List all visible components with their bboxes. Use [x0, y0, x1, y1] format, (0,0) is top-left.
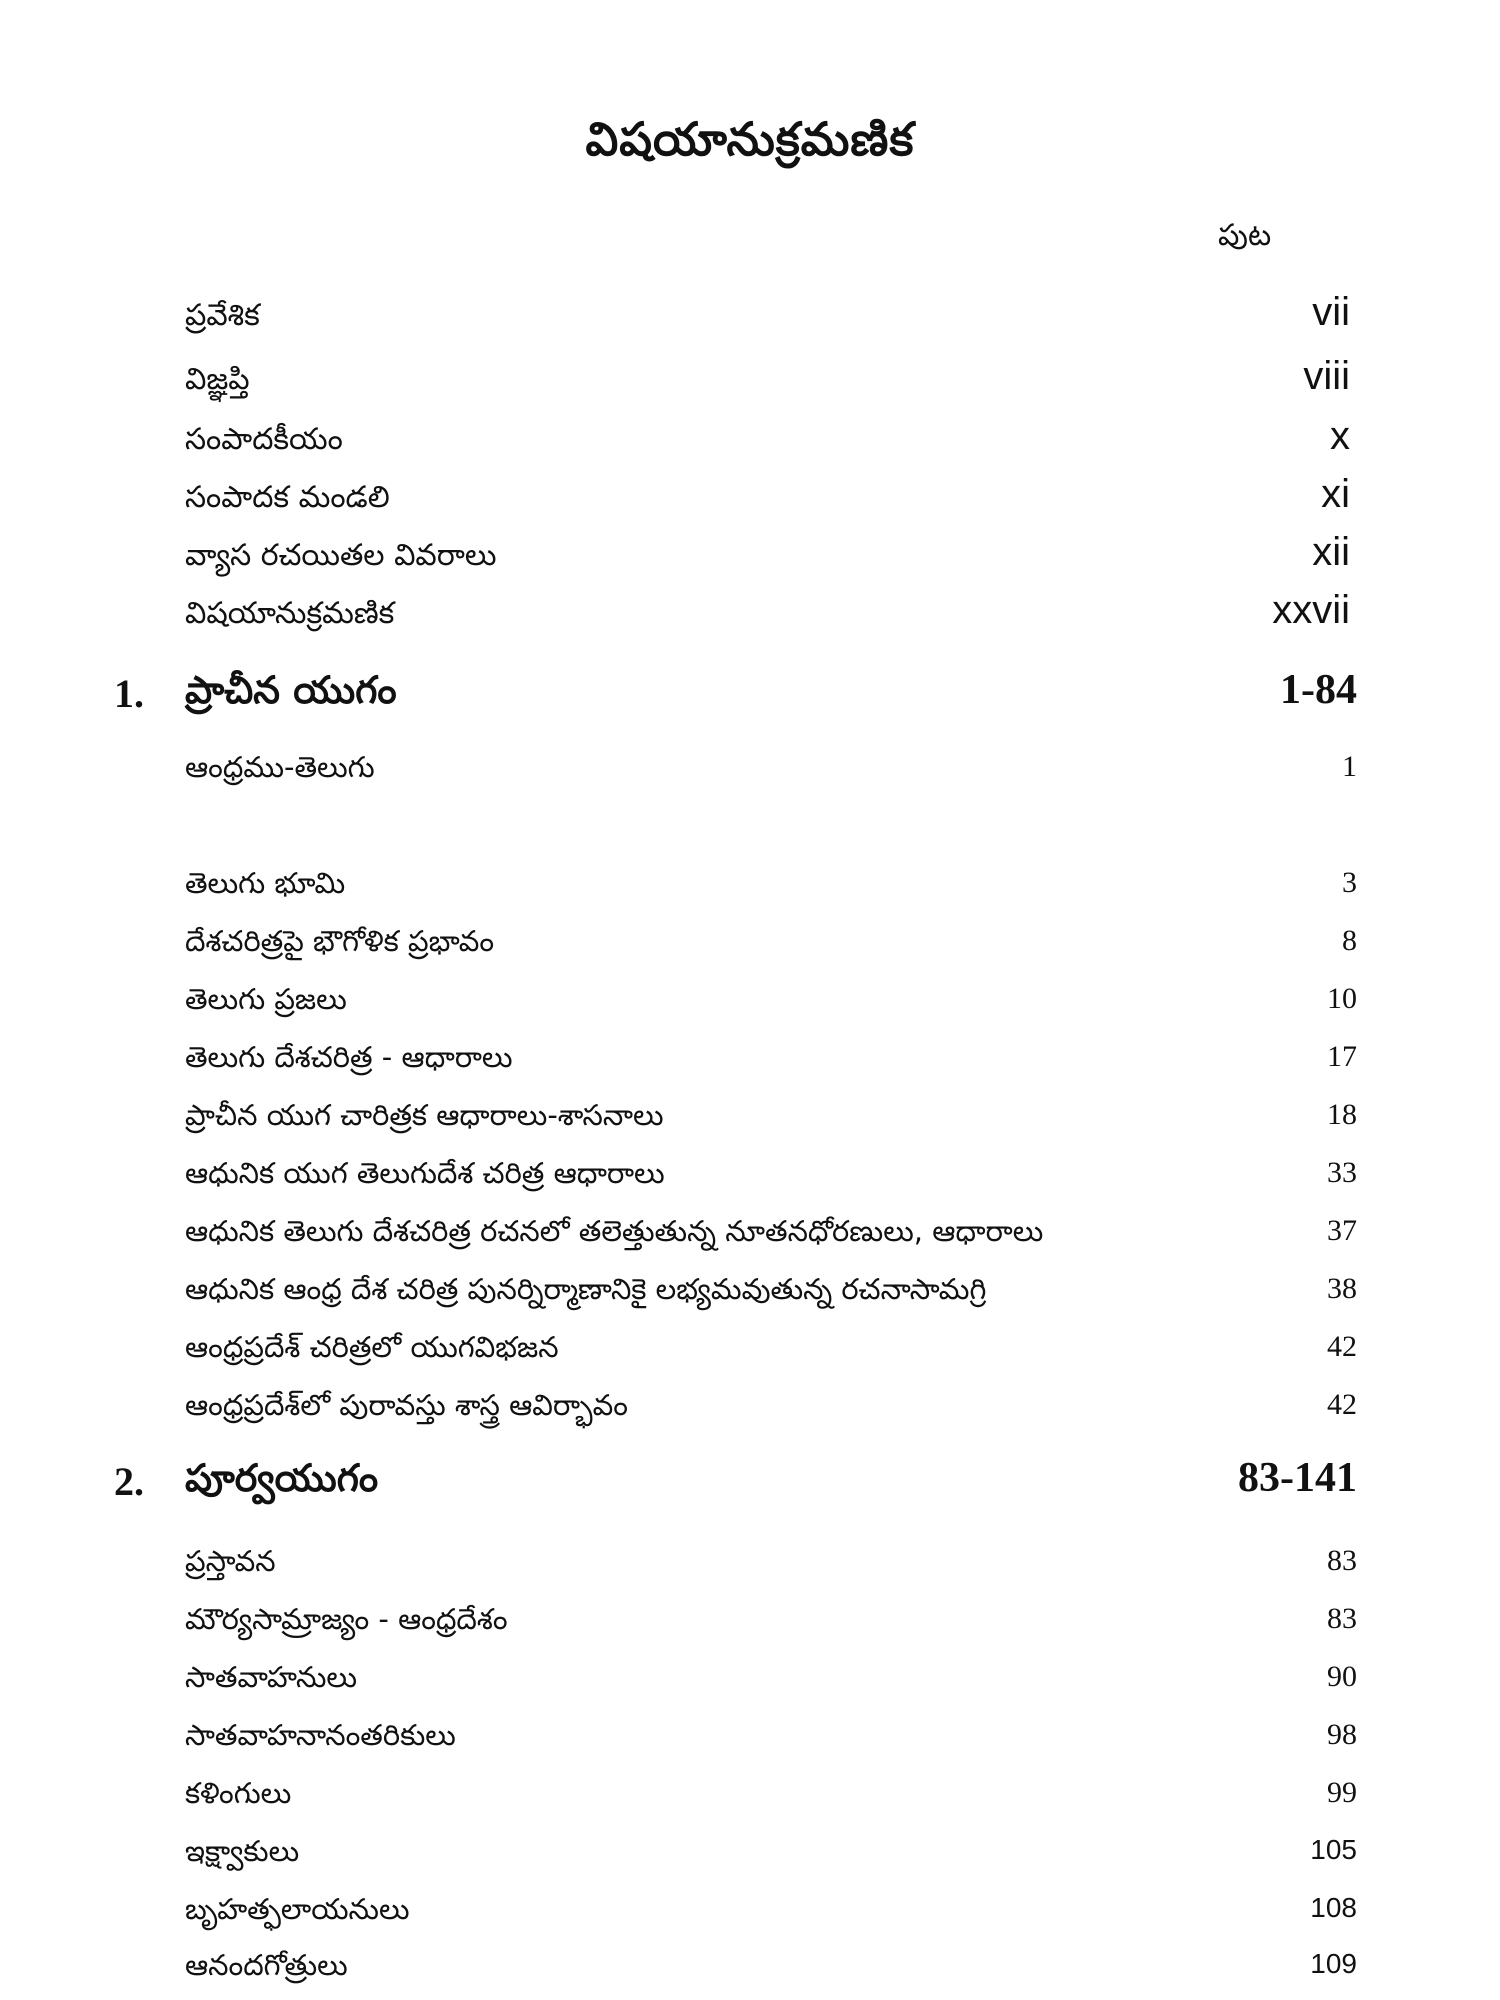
toc-row	[0, 1210, 1500, 1260]
section-title: ప్రాచీన యుగం	[185, 668, 397, 712]
toc-entry-page: 42	[1327, 1388, 1357, 1421]
toc-entry-page: 10	[1327, 982, 1357, 1015]
toc-entry-page: 38	[1327, 1272, 1357, 1305]
toc-entry-page: 33	[1327, 1156, 1357, 1189]
toc-row	[0, 920, 1500, 970]
toc-entry-label: ఆంధ్రప్రదేశ్ చరిత్రలో యుగవిభజన	[185, 1330, 559, 1364]
toc-entry-label: కళింగులు	[185, 1776, 292, 1810]
toc-entry-page: 37	[1327, 1214, 1357, 1247]
toc-row	[0, 1384, 1500, 1434]
toc-entry-label: ప్రస్తావన	[185, 1544, 276, 1578]
toc-entry-page: viii	[1303, 354, 1350, 398]
toc-row	[0, 1772, 1500, 1822]
toc-row	[0, 530, 1500, 586]
toc-entry-page: xii	[1312, 530, 1350, 574]
section-heading	[0, 1456, 1500, 1506]
toc-entry-label: విజ్ఞప్తి	[185, 362, 250, 397]
toc-row	[0, 290, 1500, 346]
toc-entry-page: 3	[1342, 866, 1357, 899]
toc-entry-page: 105	[1310, 1834, 1357, 1865]
toc-row	[0, 414, 1500, 470]
toc-entry-page: xi	[1321, 472, 1350, 516]
toc-row	[0, 1326, 1500, 1376]
toc-row	[0, 1888, 1500, 1938]
toc-entry-label: ఆధునిక యుగ తెలుగుదేశ చరిత్ర ఆధారాలు	[185, 1156, 665, 1190]
section-number: 2.	[114, 1459, 144, 1504]
toc-entry-label: వ్యాస రచయితల వివరాలు	[185, 538, 497, 573]
toc-row	[0, 1268, 1500, 1318]
toc-entry-page: xxvii	[1272, 588, 1350, 632]
toc-row	[0, 354, 1500, 410]
toc-row	[0, 1540, 1500, 1590]
section-pages: 83-141	[1238, 1455, 1357, 1501]
toc-entry-label: తెలుగు ప్రజలు	[185, 982, 347, 1016]
toc-entry-label: ఆధునిక తెలుగు దేశచరిత్ర రచనలో తలెత్తుతున్న నూతనధోరణులు, ఆధారాలు	[185, 1214, 1044, 1248]
toc-row	[0, 1036, 1500, 1086]
toc-entry-label: సాతవాహనులు	[185, 1660, 357, 1694]
toc-entry-label: ప్రాచీన యుగ చారిత్రక ఆధారాలు-శాసనాలు	[185, 1098, 664, 1132]
toc-row	[0, 1944, 1500, 1994]
toc-entry-label: ప్రవేశిక	[185, 298, 260, 333]
toc-row	[0, 978, 1500, 1028]
toc-entry-page: 90	[1327, 1660, 1357, 1693]
toc-entry-page: 42	[1327, 1330, 1357, 1363]
toc-entry-label: మౌర్యసామ్రాజ్యం - ఆంధ్రదేశం	[185, 1602, 508, 1636]
toc-entry-label: తెలుగు దేశచరిత్ర - ఆధారాలు	[185, 1040, 513, 1074]
page-title: విషయానుక్రమణిక	[585, 112, 915, 166]
toc-entry-page: 98	[1327, 1718, 1357, 1751]
toc-entry-label: విషయానుక్రమణిక	[185, 596, 395, 631]
toc-row	[0, 1152, 1500, 1202]
toc-entry-page: 109	[1310, 1948, 1357, 1979]
toc-row	[0, 1830, 1500, 1880]
toc-entry-page: 99	[1327, 1776, 1357, 1809]
toc-entry-label: ఆంధ్రము-తెలుగు	[185, 750, 375, 784]
toc-row	[0, 472, 1500, 528]
toc-row	[0, 1656, 1500, 1706]
toc-entry-label: సాతవాహనానంతరికులు	[185, 1718, 456, 1752]
toc-entry-page: x	[1330, 414, 1350, 458]
section-pages: 1-84	[1280, 667, 1357, 713]
toc-entry-label: దేశచరిత్రపై భౌగోళిక ప్రభావం	[185, 924, 495, 958]
toc-entry-page: 83	[1327, 1544, 1357, 1577]
toc-entry-page: 108	[1310, 1892, 1357, 1923]
toc-row	[0, 588, 1500, 644]
toc-row	[0, 1094, 1500, 1144]
toc-entry-label: ఆంధ్రప్రదేశ్‌లో పురావస్తు శాస్త్ర ఆవిర్భావం	[185, 1388, 628, 1422]
toc-entry-page: vii	[1312, 290, 1350, 334]
toc-entry-page: 18	[1327, 1098, 1357, 1131]
toc-row	[0, 862, 1500, 912]
toc-entry-label: సంపాదక మండలి	[185, 480, 390, 515]
toc-entry-label: ఆధునిక ఆంధ్ర దేశ చరిత్ర పునర్నిర్మాణానికై లభ్యమవుతున్న రచనాసామగ్రి	[185, 1272, 987, 1306]
page-column-label: పుట	[1218, 218, 1272, 253]
section-title: పూర్వయుగం	[185, 1456, 379, 1500]
toc-entry-label: తెలుగు భూమి	[185, 866, 346, 900]
toc-row	[0, 746, 1500, 796]
section-heading	[0, 668, 1500, 718]
toc-entry-label: ఇక్ష్వాకులు	[185, 1834, 300, 1868]
toc-entry-label: సంపాదకీయం	[185, 422, 343, 457]
section-number: 1.	[114, 671, 144, 716]
toc-entry-label: బృహత్ఫలాయనులు	[185, 1892, 410, 1926]
toc-entry-page: 17	[1327, 1040, 1357, 1073]
toc-row	[0, 1714, 1500, 1764]
toc-row	[0, 1598, 1500, 1648]
toc-entry-page: 83	[1327, 1602, 1357, 1635]
toc-entry-page: 8	[1342, 924, 1357, 957]
toc-entry-page: 1	[1342, 750, 1357, 783]
toc-entry-label: ఆనందగోత్రులు	[185, 1948, 348, 1982]
